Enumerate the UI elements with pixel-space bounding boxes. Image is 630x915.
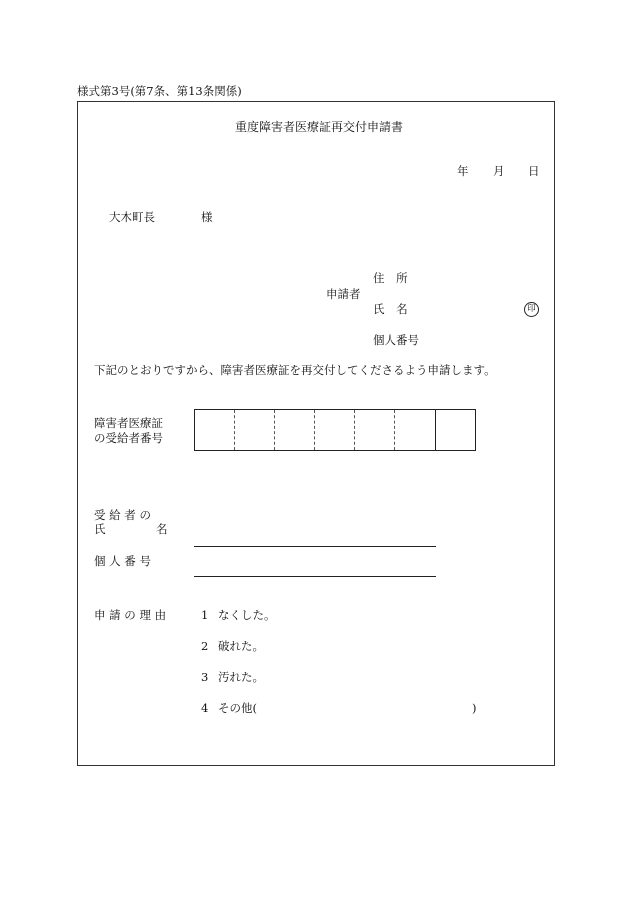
date-month[interactable]: 月 bbox=[493, 164, 505, 178]
reason-label: 申 請 の 理 由 bbox=[94, 608, 167, 622]
addressee-honorific: 様 bbox=[201, 210, 213, 224]
applicant-address-label[interactable]: 住 所 bbox=[373, 271, 408, 285]
recipient-number-boxes[interactable] bbox=[194, 409, 476, 451]
applicant-name-label[interactable]: 氏 名 bbox=[373, 302, 408, 316]
personal-number-line[interactable] bbox=[194, 576, 436, 577]
applicant-mynumber-label[interactable]: 個人番号 bbox=[373, 333, 419, 347]
digit-box[interactable] bbox=[436, 410, 475, 450]
reason-option-1-text[interactable]: なくした。 bbox=[218, 608, 276, 622]
digit-box[interactable] bbox=[235, 410, 275, 450]
seal-icon: 印 bbox=[524, 302, 539, 317]
recipient-number-label-1: 障害者医療証 bbox=[94, 416, 163, 430]
form-title: 重度障害者医療証再交付申請書 bbox=[235, 120, 404, 134]
reason-option-2-num[interactable]: 2 bbox=[201, 639, 209, 653]
date-year[interactable]: 年 bbox=[457, 164, 469, 178]
recipient-name-line[interactable] bbox=[194, 546, 436, 547]
reason-option-4-text[interactable]: その他( bbox=[218, 701, 257, 715]
recipient-name-label-1: 受 給 者 の bbox=[94, 508, 151, 522]
personal-number-label: 個 人 番 号 bbox=[94, 554, 151, 568]
digit-box[interactable] bbox=[355, 410, 395, 450]
reason-option-3-num[interactable]: 3 bbox=[201, 670, 209, 684]
request-statement: 下記のとおりですから、障害者医療証を再交付してくださるよう申請します。 bbox=[94, 363, 496, 377]
digit-box[interactable] bbox=[275, 410, 315, 450]
applicant-label: 申請者 bbox=[326, 287, 361, 301]
form-number: 様式第3号(第7条、第13条関係) bbox=[77, 84, 242, 98]
reason-option-4-close: ) bbox=[472, 701, 477, 715]
reason-option-3-text[interactable]: 汚れた。 bbox=[218, 670, 264, 684]
reason-option-1-num[interactable]: 1 bbox=[201, 608, 209, 622]
reason-option-4-num[interactable]: 4 bbox=[201, 701, 209, 715]
date-day[interactable]: 日 bbox=[528, 164, 540, 178]
recipient-number-label-2: の受給者番号 bbox=[94, 431, 163, 445]
recipient-name-label-2-left: 氏 bbox=[94, 522, 106, 536]
digit-box[interactable] bbox=[395, 410, 436, 450]
seal-mark bbox=[524, 302, 539, 317]
reason-option-2-text[interactable]: 破れた。 bbox=[218, 639, 264, 653]
recipient-name-label-2-right: 名 bbox=[156, 522, 168, 536]
digit-box[interactable] bbox=[315, 410, 355, 450]
digit-box[interactable] bbox=[195, 410, 235, 450]
addressee-name: 大木町長 bbox=[109, 210, 155, 224]
